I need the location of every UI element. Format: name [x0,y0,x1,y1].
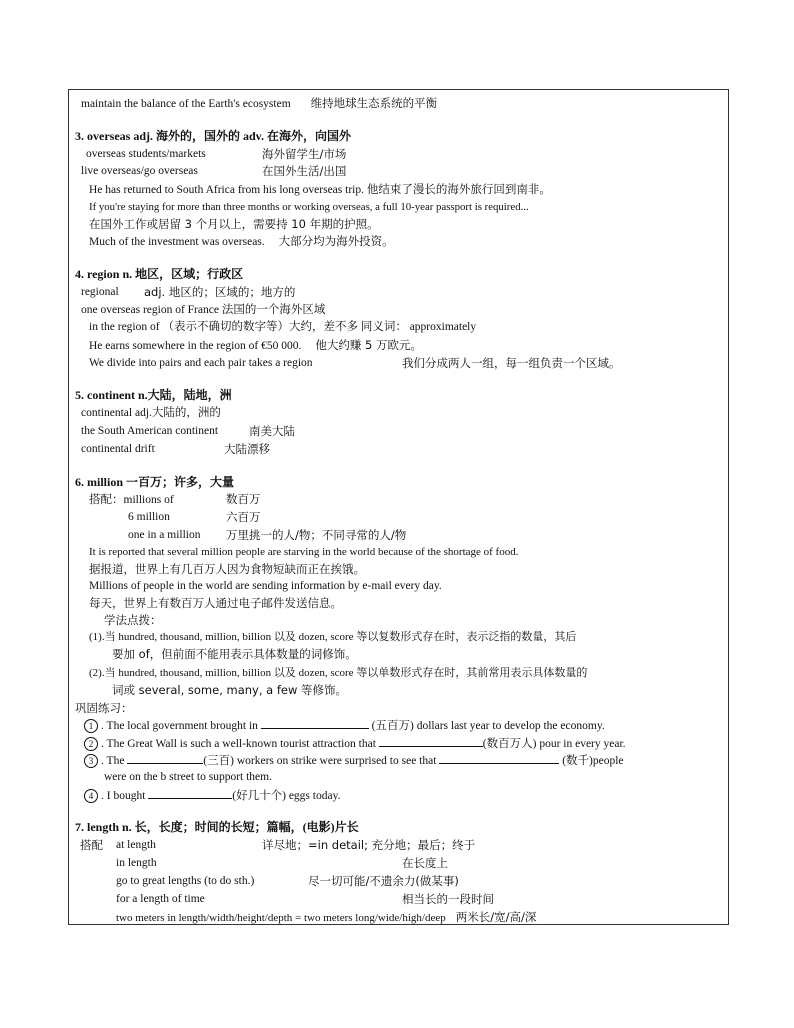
ecosystem-phrase: maintain the balance of the Earth's ecosystem 维持地球生态系统的平衡 [81,96,438,110]
study-tip-label: 学法点拨： [104,613,162,627]
length-collocation-1: at length [116,839,156,851]
million-collocation-1: 搭配：millions of [89,492,174,506]
region-example-3-cn: 我们分成两人一组，每一组负责一个区域。 [402,356,621,370]
region-phrase: in the region of （表示不确切的数字等）大约，差不多 同义词： approximately [89,321,477,333]
number-2-icon: 2 [84,737,98,751]
length-collocation-3-cn: 尽一切可能/不遗余力(做某事) [308,874,459,888]
overseas-example-1: He has returned to South Africa from his long overseas trip. 他结束了漫长的海外旅行回到南非。 [89,184,551,196]
million-collocation-2: 6 million [128,511,170,523]
million-example-2: Millions of people in the world are sending information by e-mail every day. [89,580,442,592]
practice-item-3-cont: were on the b street to support them. [104,771,272,783]
answer-blank-2[interactable] [379,735,483,747]
overseas-collocation-2-cn: 在国外生活/出国 [262,164,347,178]
practice-label: 巩固练习： [75,701,133,715]
region-example-1: one overseas region of France 法国的一个海外区域 [81,304,326,316]
million-collocation-3: one in a million [128,529,201,541]
practice-item-1: 1 . The local government brought in (五百万) dollars last year to develop the economy. [84,717,605,734]
overseas-example-2: If you're staying for more than three months or working overseas, a full 10-year passport is required... [89,201,529,213]
region-example-3: We divide into pairs and each pair takes a region [89,357,313,369]
answer-blank-3a[interactable] [127,752,203,764]
length-collocation-5: two meters in length/width/height/depth = two meters long/wide/high/deep 两米长/宽/高/深 [116,910,537,924]
million-collocation-2-cn: 六百万 [226,510,261,524]
study-tip-2-cont: 词或 several, some, many, a few 等修饰。 [112,683,348,697]
answer-blank-3b[interactable] [439,752,559,764]
study-tip-1: (1).当 hundred, thousand, million, billion 以及 dozen, score 等以复数形式存在时，表示泛指的数量，其后 [89,631,577,643]
study-tip-2: (2).当 hundred, thousand, million, billion 以及 dozen, score 等以单数形式存在时，其前常用表示具体数量的 [89,667,588,679]
region-heading: 4. region n. 地区，区域；行政区 [75,267,244,281]
overseas-example-3: Much of the investment was overseas. 大部分均为海外投资。 [89,234,394,248]
overseas-heading: 3. overseas adj. 海外的，国外的 adv. 在海外，向国外 [75,129,352,143]
practice-item-2: 2 . The Great Wall is such a well-known tourist attraction that (数百万人) pour in every year. [84,735,626,752]
overseas-collocation-1: overseas students/markets [86,148,206,160]
overseas-example-2-cn: 在国外工作或居留 3 个月以上，需要持 10 年期的护照。 [89,217,379,231]
length-heading: 7. length n. 长，长度；时间的长短；篇幅，(电影)片长 [75,820,359,834]
overseas-collocation-1-cn: 海外留学生/市场 [262,147,347,161]
continent-derivative: continental adj.大陆的，洲的 [81,407,221,419]
overseas-collocation-2: live overseas/go overseas [81,165,198,177]
length-collocation-1-cn: 详尽地；=in detail; 充分地；最后；终于 [262,838,476,852]
million-collocation-1-cn: 数百万 [226,492,261,506]
practice-item-3: 3 . The (三百) workers on strike were surprised to see that (数千)people [84,752,624,769]
length-collocation-3: go to great lengths (to do sth.) [116,875,255,887]
study-tip-1-cont: 要加 of，但前面不能用表示具体数量的词修饰。 [112,647,357,661]
million-example-2-cn: 每天，世界上有数百万人通过电子邮件发送信息。 [89,596,342,610]
length-collocation-4-cn: 相当长的一段时间 [402,892,494,906]
length-collocation-4: for a length of time [116,893,205,905]
region-example-2: He earns somewhere in the region of €50 000. 他大约赚 5 万欧元。 [89,338,423,352]
length-collocation-2: in length [116,857,157,869]
million-example-1: It is reported that several million people are starving in the world because of the shortage of food. [89,546,519,558]
answer-blank-4[interactable] [148,787,232,799]
continent-example-1: the South American continent [81,425,219,437]
million-collocation-3-cn: 万里挑一的人/物；不同寻常的人/物 [226,528,407,542]
length-collocation-label: 搭配 [80,838,103,852]
continent-example-1-cn: 南美大陆 [249,424,295,438]
region-derivative: regional [81,286,119,298]
answer-blank-1[interactable] [261,717,369,729]
practice-item-4: 4 . I bought (好几十个) eggs today. [84,787,340,804]
continent-example-2: continental drift [81,443,155,455]
number-4-icon: 4 [84,789,98,803]
million-heading: 6. million 一百万；许多，大量 [75,475,235,489]
million-example-1-cn: 据报道，世界上有几百万人因为食物短缺而正在挨饿。 [89,562,365,576]
number-1-icon: 1 [84,719,98,733]
continent-example-2-cn: 大陆漂移 [224,442,270,456]
number-3-icon: 3 [84,754,98,768]
continent-heading: 5. continent n.大陆，陆地，洲 [75,388,232,402]
region-derivative-cn: adj. 地区的；区域的；地方的 [144,285,296,299]
length-collocation-2-cn: 在长度上 [402,856,448,870]
